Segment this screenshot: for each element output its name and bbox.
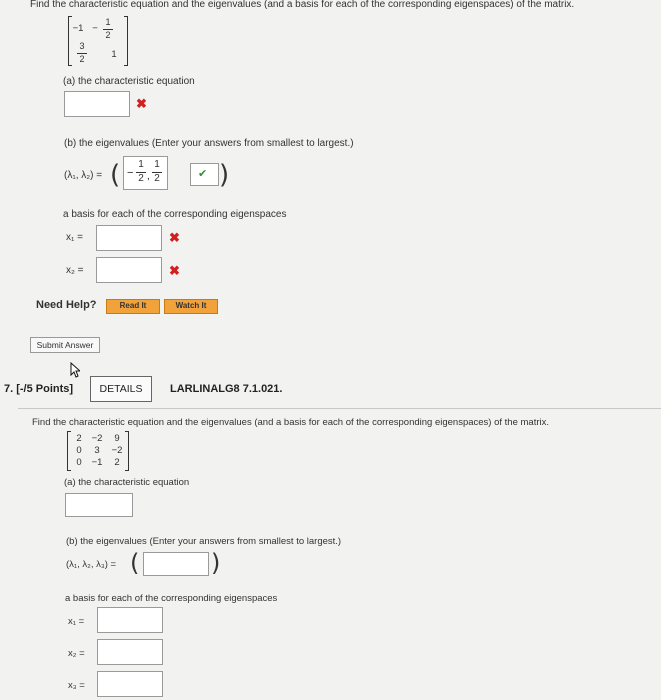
q7-x1-input[interactable] [97, 607, 163, 633]
q7-char-eq-input[interactable] [65, 493, 133, 517]
q7-x2-label: x₂ = [68, 648, 85, 659]
open-paren: ( [110, 160, 121, 190]
q6-x1-label: x₁ = [66, 232, 83, 243]
q6-matrix [68, 17, 128, 65]
q7-x3-label: x₃ = [68, 680, 85, 691]
q6-eig-d1: 2 [138, 173, 144, 184]
q7-matrix-r3c2: −1 [91, 457, 103, 468]
incorrect-icon: ✖ [136, 96, 147, 111]
q7-x3-input[interactable] [97, 671, 163, 697]
incorrect-icon: ✖ [169, 230, 180, 245]
incorrect-icon: ✖ [169, 263, 180, 278]
q6-part-b-label: (b) the eigenvalues (Enter your answers from smallest to largest.) [64, 138, 354, 149]
q7-matrix-r1c2: −2 [91, 433, 103, 444]
q7-part-a-label: (a) the characteristic equation [64, 477, 190, 488]
need-help-label: Need Help? [36, 299, 97, 311]
q6-basis-label: a basis for each of the corresponding eigenspaces [63, 209, 287, 220]
submit-answer-button[interactable]: Submit Answer [30, 337, 100, 353]
q7-x1-label: x₁ = [68, 616, 85, 627]
q7-matrix-r1c3: 9 [114, 433, 120, 444]
q7-number: 7. [-/5 Points] [4, 383, 74, 395]
q7-part-b-label: (b) the eigenvalues (Enter your answers from smallest to largest.) [66, 536, 342, 547]
close-paren: ) [211, 549, 221, 577]
q6-eig-n1: 1 [138, 159, 144, 170]
q6-lambda-label: (λ₁, λ₂) = [64, 170, 103, 181]
q7-matrix [67, 432, 129, 470]
section-divider [18, 408, 661, 409]
q6-matrix-r1c1: −1 [72, 23, 84, 34]
comma: , [147, 171, 150, 182]
q6-matrix-r1c2-num: 1 [105, 17, 111, 27]
q6-x2-label: x₂ = [66, 265, 84, 276]
q7-matrix-r1c1: 2 [76, 433, 82, 444]
q7-matrix-r3c3: 2 [114, 457, 120, 468]
q6-eig-n2: 1 [154, 159, 160, 170]
q6-prompt: Find the characteristic equation and the eigenvalues (and a basis for each of the corresponding eigenspaces) of the matrix. [30, 0, 575, 10]
q7-code: LARLINALG8 7.1.021. [170, 383, 283, 395]
q6-answer-status-box [190, 163, 219, 186]
read-it-button[interactable]: Read It [106, 299, 160, 314]
cursor-arrow-icon [70, 362, 80, 383]
details-button[interactable]: DETAILS [90, 376, 152, 402]
open-paren: ( [130, 549, 140, 577]
q7-matrix-r2c3: −2 [111, 445, 123, 456]
q6-x1-input[interactable] [96, 225, 162, 251]
q7-matrix-r2c2: 3 [94, 445, 100, 456]
q6-x2-input[interactable] [96, 257, 162, 283]
q7-prompt: Find the characteristic equation and the eigenvalues (and a basis for each of the corresponding eigenspaces) of the matrix. [32, 417, 550, 428]
correct-check-icon: ✔ [198, 168, 208, 180]
q6-part-a-label: (a) the characteristic equation [63, 76, 195, 87]
q6-matrix-r2c2: 1 [111, 49, 117, 60]
watch-it-button[interactable]: Watch It [164, 299, 218, 314]
q6-char-eq-input[interactable] [64, 91, 130, 117]
q7-matrix-r2c1: 0 [76, 445, 82, 456]
close-paren: ) [219, 160, 230, 190]
q6-matrix-r2c1-den: 2 [79, 54, 85, 64]
q6-matrix-r1c2-sign: − [92, 23, 98, 34]
q6-eig-sign: − [127, 167, 134, 179]
q7-x2-input[interactable] [97, 639, 163, 665]
q6-matrix-r1c2-den: 2 [105, 30, 111, 40]
q7-matrix-r3c1: 0 [76, 457, 82, 468]
q6-eigenvalues-input[interactable] [123, 156, 168, 190]
q7-eigenvalues-input[interactable] [143, 552, 209, 576]
q6-matrix-r2c1-num: 3 [79, 41, 85, 51]
q7-lambda-label: (λ₁, λ₂, λ₃) = [66, 559, 117, 570]
q6-eig-d2: 2 [154, 173, 160, 184]
q7-basis-label: a basis for each of the corresponding eigenspaces [65, 593, 278, 604]
